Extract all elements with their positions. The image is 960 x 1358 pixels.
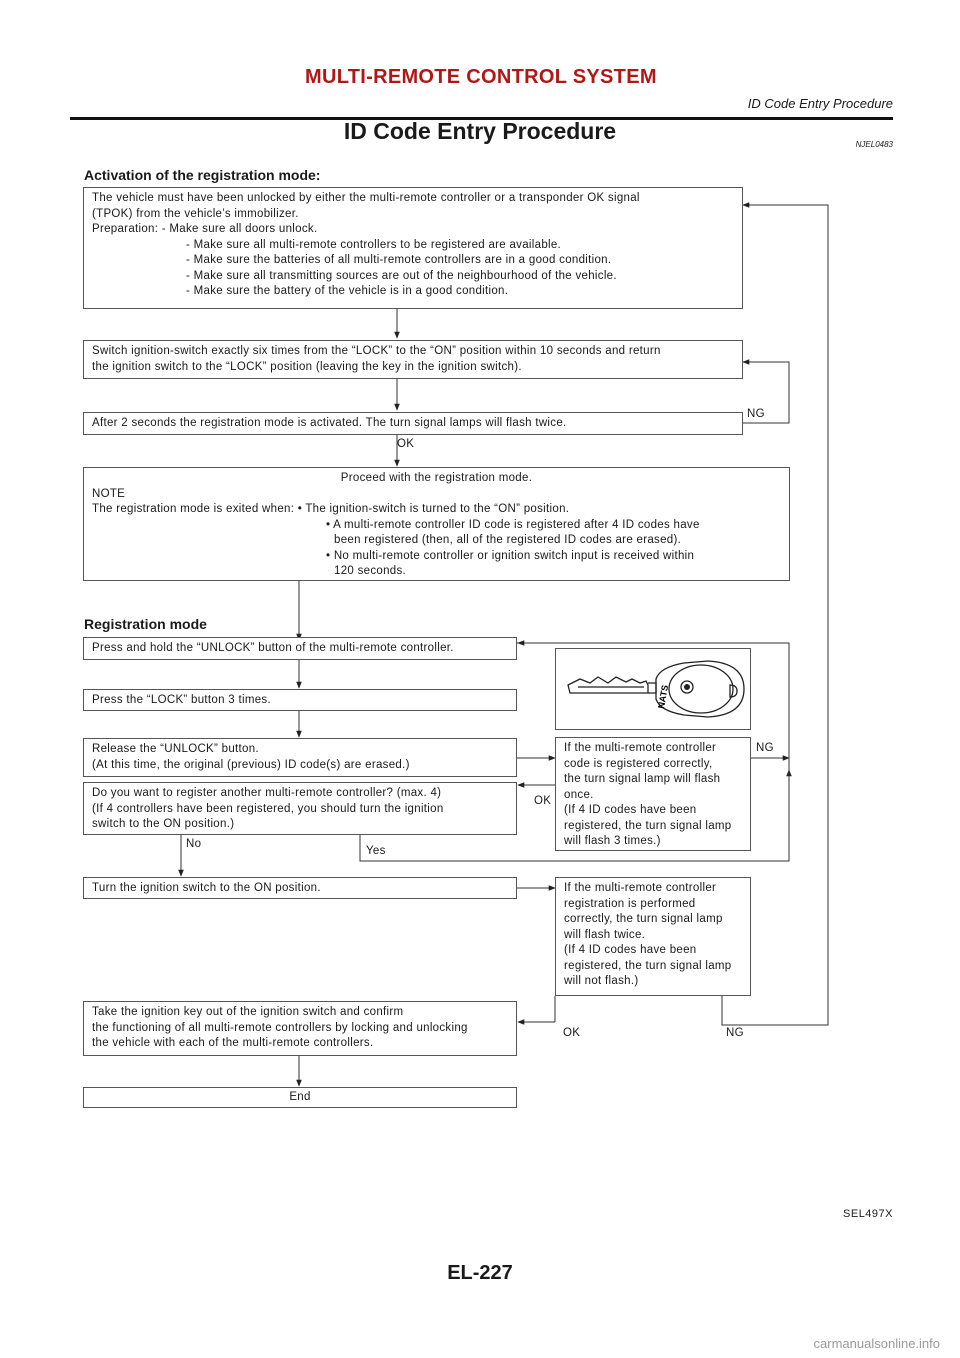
text-line: Switch ignition-switch exactly six times from the “LOCK” to the “ON” position within 10 seconds and return xyxy=(92,345,661,357)
text-line: - Make sure the batteries of all multi-remote controllers are in a good condition. xyxy=(186,254,612,266)
activation-heading: Activation of the registration mode: xyxy=(84,167,321,183)
registration-activated-box xyxy=(83,412,743,435)
section-name: ID Code Entry Procedure xyxy=(747,96,893,111)
text-line: Proceed with the registration mode. xyxy=(340,472,533,484)
text-line: End xyxy=(289,1091,311,1103)
text-line: (At this time, the original (previous) ID code(s) are erased.) xyxy=(92,758,410,771)
end-box xyxy=(83,1087,517,1108)
text-line: (If 4 ID codes have been xyxy=(564,804,697,816)
registration-note-box xyxy=(83,467,790,581)
ng-label: NG xyxy=(726,1027,744,1039)
step-register-another xyxy=(83,782,517,835)
text-line: correctly, the turn signal lamp xyxy=(564,913,723,925)
step-confirm-function xyxy=(83,1001,517,1056)
ok-label: OK xyxy=(397,438,415,450)
text-line: Turn the ignition switch to the ON position. xyxy=(92,882,321,894)
text-line: the vehicle with each of the multi-remote controllers. xyxy=(92,1037,374,1049)
key-illustration xyxy=(555,648,751,730)
text-line: - Make sure the battery of the vehicle is in a good condition. xyxy=(186,285,509,297)
text-line: will flash twice. xyxy=(564,928,646,941)
page-title: ID Code Entry Procedure xyxy=(343,118,617,144)
ok-label: OK xyxy=(534,795,552,807)
text-line: the ignition switch to the “LOCK” position (leaving the key in the ignition switch). xyxy=(92,360,522,373)
text-line: will flash 3 times.) xyxy=(564,835,661,847)
step-press-lock xyxy=(83,689,517,711)
text-line: The registration mode is exited when: • The ignition-switch is turned to the “ON” position. xyxy=(92,503,570,515)
system-title: MULTI-REMOTE CONTROL SYSTEM xyxy=(305,66,657,88)
text-line: - Make sure all multi-remote controllers to be registered are available. xyxy=(186,238,562,251)
ok-label: OK xyxy=(563,1027,581,1039)
text-line: switch to the ON position.) xyxy=(92,818,235,830)
text-line: been registered (then, all of the registered ID codes are erased). xyxy=(334,534,682,546)
reference-code: NJEL0483 xyxy=(855,140,893,149)
text-line: registered, the turn signal lamp xyxy=(564,819,732,832)
check-registered-box xyxy=(555,737,751,851)
step-turn-ignition-on xyxy=(83,877,517,899)
key-label: NATS xyxy=(656,684,671,710)
text-line: (If 4 controllers have been registered, you should turn the ignition xyxy=(92,802,444,815)
registration-heading: Registration mode xyxy=(84,616,207,632)
text-line: the turn signal lamp will flash xyxy=(564,773,721,785)
ng-label: NG xyxy=(747,408,765,420)
text-line: The vehicle must have been unlocked by either the multi-remote controller or a transponder OK signal xyxy=(92,192,640,204)
text-line: the functioning of all multi-remote controllers by locking and unlocking xyxy=(92,1021,468,1034)
text-line: NOTE xyxy=(92,487,126,500)
step-press-unlock xyxy=(83,637,517,660)
figure-code: SEL497X xyxy=(843,1208,893,1220)
text-line: • No multi-remote controller or ignition switch input is received within xyxy=(326,549,695,562)
text-line: - Make sure all transmitting sources are out of the neighbourhood of the vehicle. xyxy=(186,269,617,282)
text-line: 120 seconds. xyxy=(334,565,407,577)
text-line: registered, the turn signal lamp xyxy=(564,959,732,972)
page-number: EL-227 xyxy=(447,1262,513,1284)
text-line: will not flash.) xyxy=(564,975,639,987)
text-line: Press and hold the “UNLOCK” button of the multi-remote controller. xyxy=(92,642,454,654)
text-line: registration is performed xyxy=(564,897,696,910)
text-line: code is registered correctly, xyxy=(564,757,713,770)
ng-label: NG xyxy=(756,742,774,754)
text-line: (TPOK) from the vehicle’s immobilizer. xyxy=(92,207,299,220)
no-label: No xyxy=(186,838,202,850)
key-icon xyxy=(556,649,750,729)
text-line: If the multi-remote controller xyxy=(564,742,717,754)
text-line: If the multi-remote controller xyxy=(564,882,717,894)
watermark: carmanualsonline.info xyxy=(813,1336,940,1351)
text-line: once. xyxy=(564,788,594,801)
text-line: (If 4 ID codes have been xyxy=(564,944,697,956)
check-registration-box xyxy=(555,877,751,996)
text-line: Do you want to register another multi-remote controller? (max. 4) xyxy=(92,787,442,799)
text-line: Press the “LOCK” button 3 times. xyxy=(92,694,271,706)
text-line: Preparation: - Make sure all doors unlock. xyxy=(92,223,318,235)
precondition-box xyxy=(83,187,743,309)
text-line: Take the ignition key out of the ignition switch and confirm xyxy=(92,1006,404,1018)
ignition-switch-box xyxy=(83,340,743,379)
text-line: Release the “UNLOCK” button. xyxy=(92,743,259,755)
text-line: • A multi-remote controller ID code is registered after 4 ID codes have xyxy=(326,518,700,531)
text-line: After 2 seconds the registration mode is activated. The turn signal lamps will flash twice. xyxy=(92,417,567,429)
yes-label: Yes xyxy=(366,845,386,857)
step-release-unlock xyxy=(83,738,517,777)
